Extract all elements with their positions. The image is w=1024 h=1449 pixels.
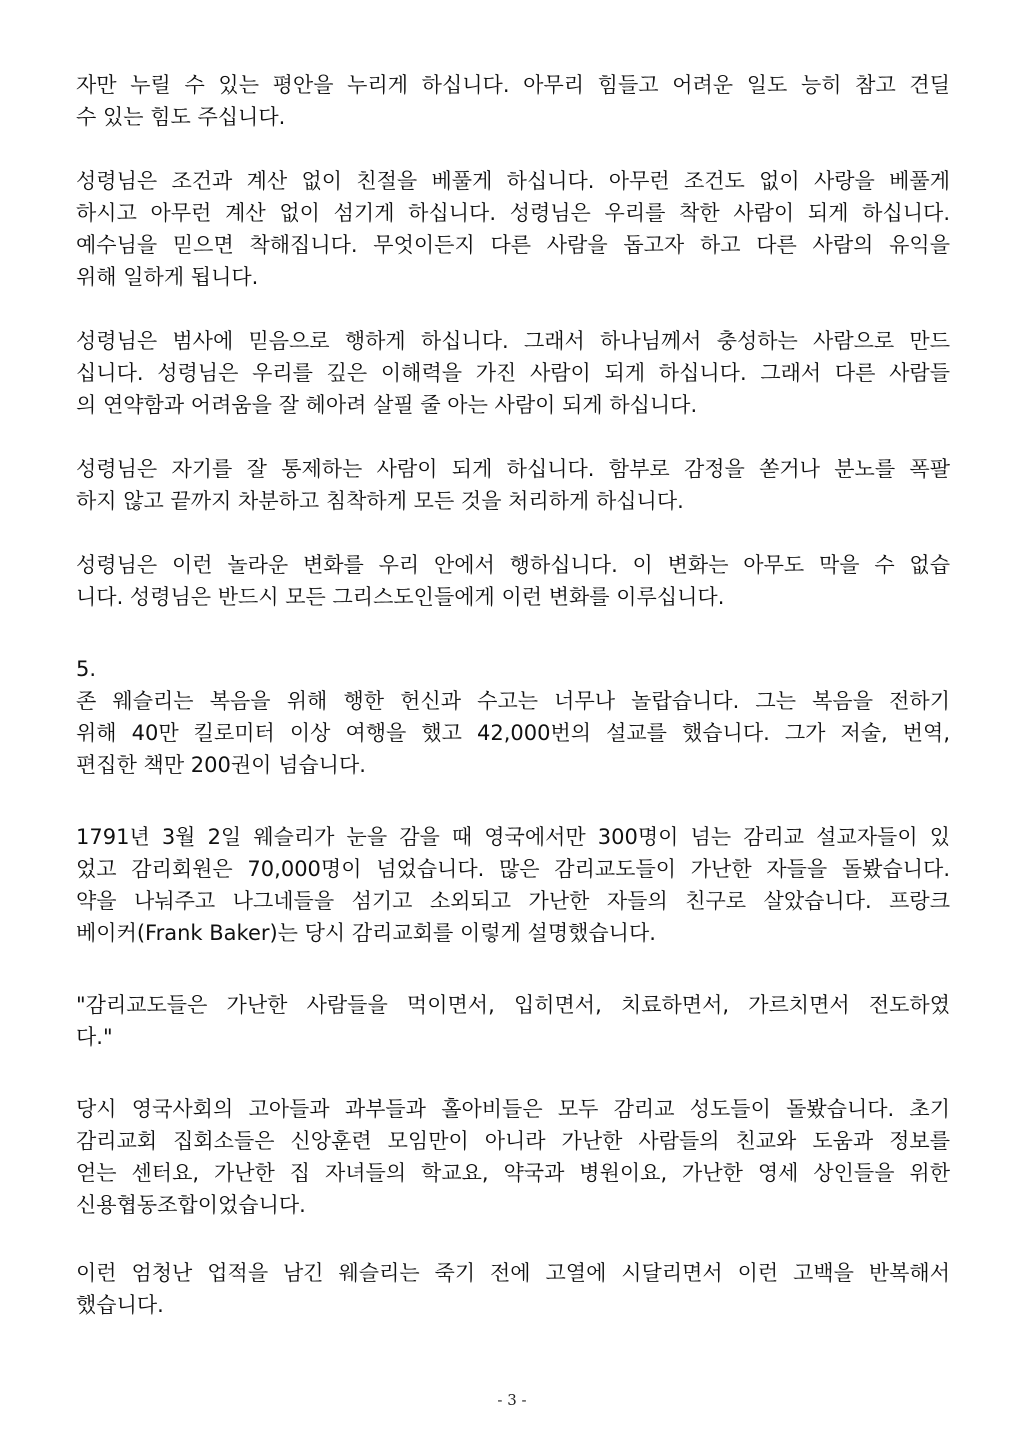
text-line: 감리교회 집회소들은 신앙훈련 모임만이 아니라 가난한 사람들의 친교와 도움과 정보를 <box>76 1129 950 1153</box>
text-line: 예수님을 믿으면 착해집니다. 무엇이든지 다른 사람을 돕고자 하고 다른 사람의 유익을 <box>76 233 950 257</box>
quote-line: 다." <box>76 1025 113 1049</box>
text-line: 했습니다. <box>76 1293 164 1317</box>
text-line: 얻는 센터요, 가난한 집 자녀들의 학교요, 약국과 병원이요, 가난한 영세 상인들을 위한 <box>76 1161 950 1185</box>
text-line: 성령님은 자기를 잘 통제하는 사람이 되게 하십니다. 함부로 감정을 쏟거나 분노를 폭팔 <box>76 457 950 481</box>
text-line: 니다. 성령님은 반드시 모든 그리스도인들에게 이런 변화를 이루십니다. <box>76 585 725 609</box>
text-line: 성령님은 범사에 믿음으로 행하게 하십니다. 그래서 하나님께서 충성하는 사람으로 만드 <box>76 329 950 353</box>
text-line: 하지 않고 끝까지 차분하고 침착하게 모든 것을 처리하게 하십니다. <box>76 489 684 513</box>
text-line: 1791년 3월 2일 웨슬리가 눈을 감을 때 영국에서만 300명이 넘는 감리교 설교자들이 있 <box>76 825 950 849</box>
text-line: 의 연약함과 어려움을 잘 헤아려 살필 줄 아는 사람이 되게 하십니다. <box>76 393 698 417</box>
text-line: 존 웨슬리는 복음을 위해 행한 헌신과 수고는 너무나 놀랍습니다. 그는 복음을 전하기 <box>76 689 950 713</box>
text-line: 베이커(Frank Baker)는 당시 감리교회를 이렇게 설명했습니다. <box>76 921 656 945</box>
page-number: - 3 - <box>497 1391 527 1409</box>
text-line: 위해 일하게 됩니다. <box>76 265 259 289</box>
text-line: 성령님은 이런 놀라운 변화를 우리 안에서 행하십니다. 이 변화는 아무도 막을 수 없습 <box>76 553 950 577</box>
quote-line: "감리교도들은 가난한 사람들을 먹이면서, 입히면서, 치료하면서, 가르치면서 전도하였 <box>76 993 950 1017</box>
text-line: 었고 감리회원은 70,000명이 넘었습니다. 많은 감리교도들이 가난한 자들을 돌봤습니다. <box>76 857 950 881</box>
text-line: 자만 누릴 수 있는 평안을 누리게 하십니다. 아무리 힘들고 어려운 일도 능히 참고 견딜 <box>76 73 950 97</box>
text-line: 수 있는 힘도 주십니다. <box>76 105 286 129</box>
text-line: 성령님은 조건과 계산 없이 친절을 베풀게 하십니다. 아무런 조건도 없이 사랑을 베풀게 <box>76 169 950 193</box>
text-line: 하시고 아무런 계산 없이 섬기게 하십니다. 성령님은 우리를 착한 사람이 되게 하십니다. <box>76 201 950 225</box>
text-line: 약을 나눠주고 나그네들을 섬기고 소외되고 가난한 자들의 친구로 살았습니다. 프랑크 <box>76 889 950 913</box>
text-line: 편집한 책만 200권이 넘습니다. <box>76 753 366 777</box>
text-line: 위해 40만 킬로미터 이상 여행을 했고 42,000번의 설교를 했습니다. 그가 저술, 번역, <box>76 721 950 745</box>
text-line: 십니다. 성령님은 우리를 깊은 이해력을 가진 사람이 되게 하십니다. 그래서 다른 사람들 <box>76 361 950 385</box>
text-line: 당시 영국사회의 고아들과 과부들과 홀아비들은 모두 감리교 성도들이 돌봤습니다. 초기 <box>76 1097 950 1121</box>
text-line: 신용협동조합이었습니다. <box>76 1193 306 1217</box>
section-number: 5. <box>76 657 97 681</box>
text-line: 이런 엄청난 업적을 남긴 웨슬리는 죽기 전에 고열에 시달리면서 이런 고백을 반복해서 <box>76 1261 950 1285</box>
